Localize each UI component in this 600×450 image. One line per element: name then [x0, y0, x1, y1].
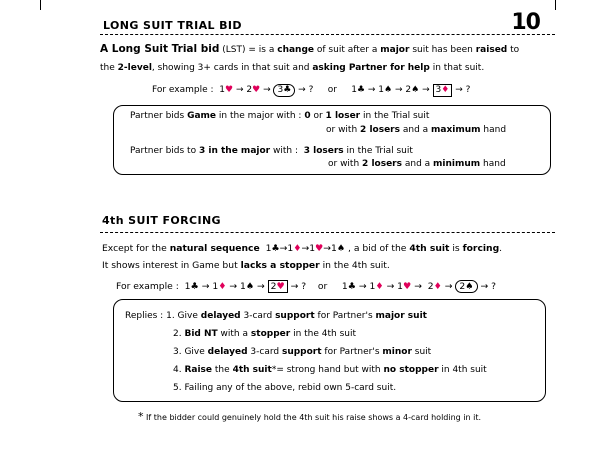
4sf-reply-2: 2. Bid NT with a stopper in the 4th suit: [173, 329, 357, 339]
lst-example-trial-bid-2: 3♦: [433, 84, 453, 97]
lst-example: For example : 1♥ → 2♥ → 3♣ → ? or 1♣ → 1♠ → 2♠ → 3♦ → ?: [152, 85, 471, 95]
lst-box-line1: Partner bids Game in the major with : 0 or 1 loser in the Trial suit: [130, 111, 430, 121]
page-number: 10: [511, 10, 540, 35]
lst-intro-line1: A Long Suit Trial bid (LST) = is a change of suit after a major suit has been raised to: [100, 43, 520, 55]
4sf-para-line1: Except for the natural sequence 1♣→1♦→1♥→1♠ , a bid of the 4th suit is forcing.: [102, 243, 503, 254]
4sf-reply-3: 3. Give delayed 3-card support for Partner's minor suit: [173, 347, 432, 357]
4sf-example-fourth-suit-bid-2: 2♠: [455, 280, 477, 293]
footnote: * If the bidder could genuinely hold the 4th suit his raise shows a 4-card holding in it.: [138, 410, 482, 423]
section-rule: [100, 232, 555, 233]
section-title-lst: LONG SUIT TRIAL BID: [103, 19, 242, 32]
lst-box-line3: Partner bids to 3 in the major with : 3 losers in the Trial suit: [130, 146, 413, 156]
4sf-example-fourth-suit-bid: 2♥: [268, 280, 288, 293]
4sf-reply-4: 4. Raise the 4th suit*= strong hand but with no stopper in 4th suit: [173, 365, 487, 375]
frame-mark-right: [555, 0, 556, 10]
4sf-reply-1: Replies : 1. Give delayed 3-card support for Partner's major suit: [125, 311, 427, 321]
lst-box-line4: or with 2 losers and a minimum hand: [328, 159, 506, 169]
lst-box-line2: or with 2 losers and a maximum hand: [326, 125, 507, 135]
4sf-para-line2: It shows interest in Game but lacks a stopper in the 4th suit.: [102, 260, 390, 271]
frame-mark-left: [40, 0, 41, 10]
4sf-example: For example : 1♣ → 1♦ → 1♠ → 2♥ → ? or 1♣ → 1♦ → 1♥ → 2♦ → 2♠ → ?: [116, 281, 496, 292]
lst-example-trial-bid: 3♣: [273, 84, 295, 97]
section-rule: [100, 34, 555, 35]
lst-intro-line2: the 2-level, showing 3+ cards in that suit and asking Partner for help in that suit.: [100, 63, 485, 73]
4sf-reply-5: 5. Failing any of the above, rebid own 5-card suit.: [173, 383, 397, 393]
section-title-4sf: 4th SUIT FORCING: [102, 214, 221, 227]
